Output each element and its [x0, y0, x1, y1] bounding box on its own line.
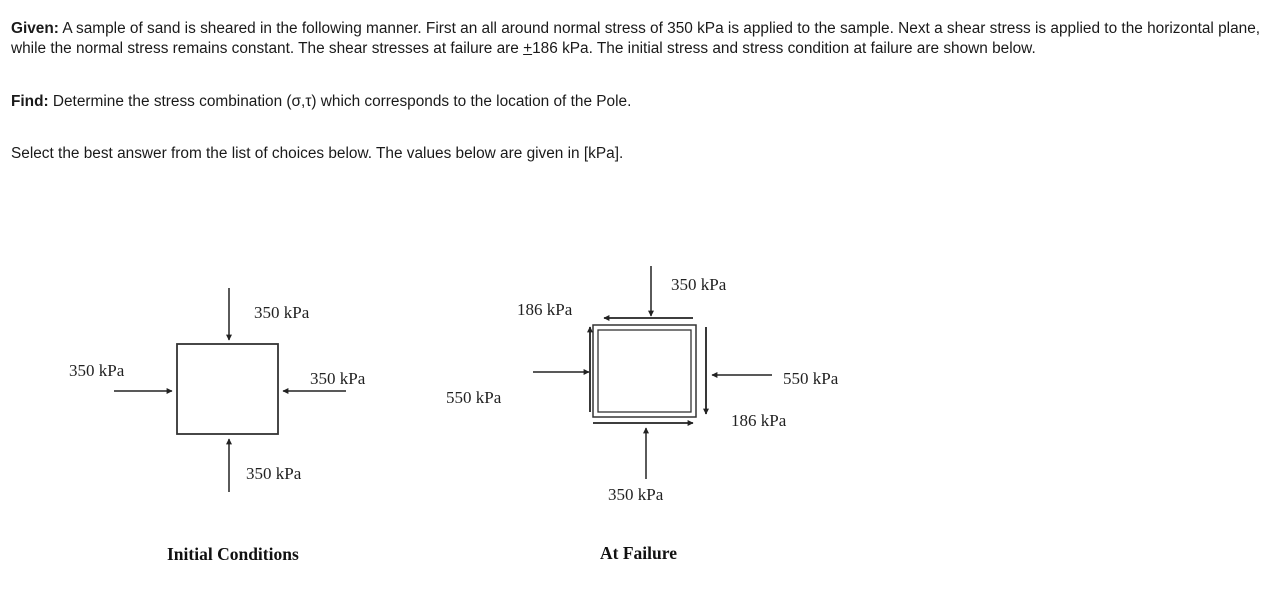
failure-left-label: 550 kPa: [446, 388, 502, 407]
failure-element-outer-square: [593, 325, 696, 417]
initial-top-label: 350 kPa: [254, 303, 310, 322]
initial-conditions-caption: Initial Conditions: [167, 544, 299, 564]
failure-right-label: 550 kPa: [783, 369, 839, 388]
given-label: Given:: [11, 20, 59, 37]
failure-shear-top-label: 186 kPa: [517, 300, 573, 319]
given-text-b: 186 kPa. The initial stress and stress condition at failure are shown below.: [532, 40, 1036, 57]
failure-conditions-group: [446, 266, 839, 563]
failure-top-label: 350 kPa: [671, 275, 727, 294]
initial-element-square: [177, 344, 278, 434]
failure-bottom-label: 350 kPa: [608, 485, 664, 504]
find-text: Determine the stress combination (σ,τ) which corresponds to the location of the Pole.: [48, 93, 632, 110]
select-instruction: Select the best answer from the list of choices below. The values below are given in [kPa].: [11, 145, 624, 162]
given-text-a: A sample of sand is sheared in the following manner. First an all around normal stress of 350 kPa is applied to the sample. Next a shear stress is applied to the horizontal plane, while the normal stress remains constant. The shear stresses at failure are: [11, 20, 1261, 57]
plus-minus-sign: +: [523, 40, 533, 57]
initial-conditions-group: [69, 288, 366, 564]
failure-shear-right-label: 186 kPa: [731, 411, 787, 430]
at-failure-caption: At Failure: [600, 543, 677, 563]
initial-right-label: 350 kPa: [310, 369, 366, 388]
initial-bottom-label: 350 kPa: [246, 464, 302, 483]
failure-element-inner-square: [598, 330, 691, 412]
initial-left-label: 350 kPa: [69, 361, 125, 380]
find-label: Find:: [11, 93, 49, 110]
